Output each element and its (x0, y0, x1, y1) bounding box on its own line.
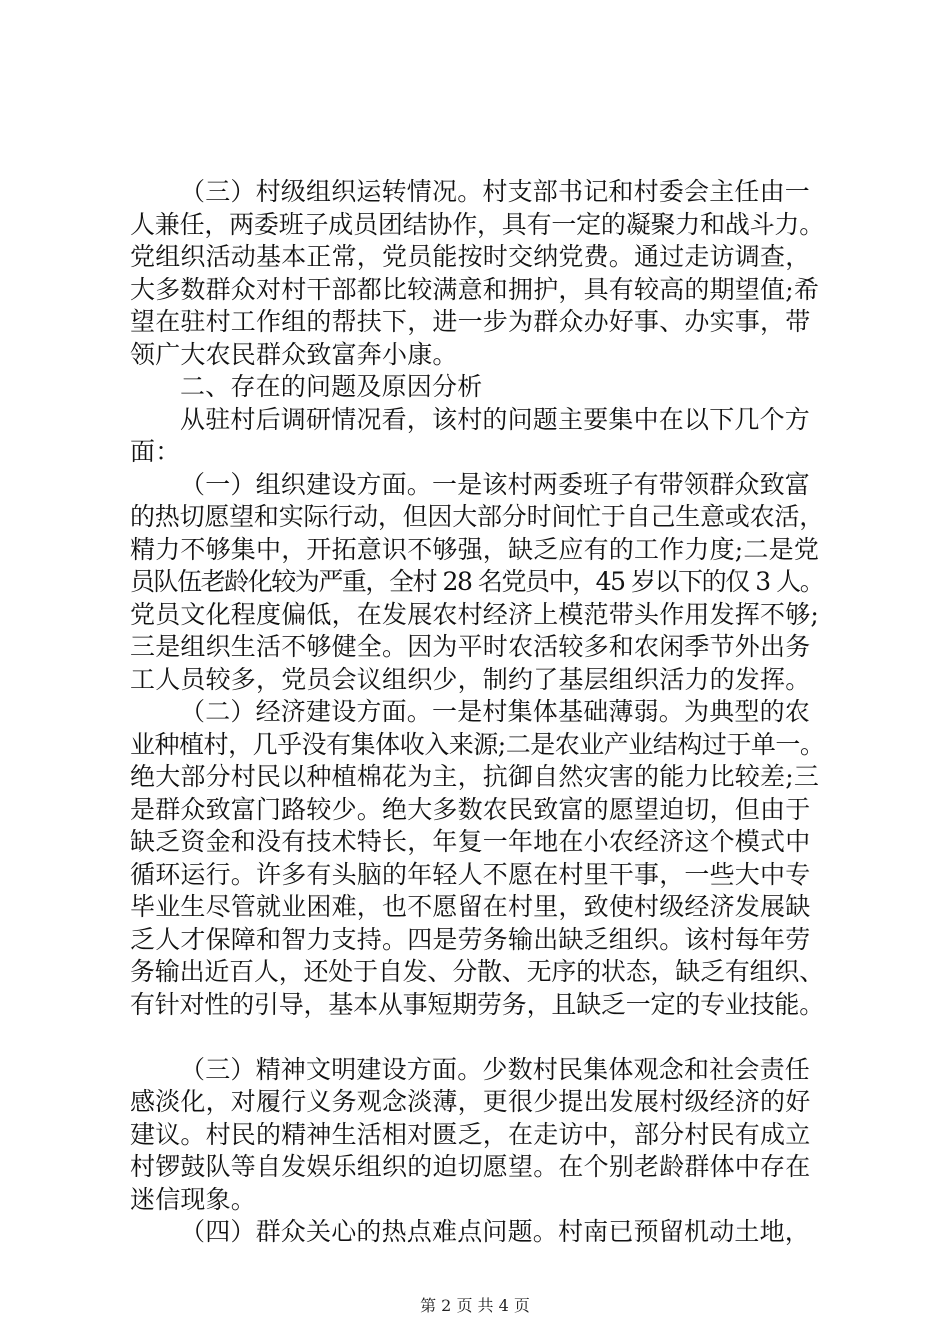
paragraph-line: （一）组织建设方面。一是该村两委班子有带领群众致富 (180, 469, 811, 499)
paragraph-line: 缺乏资金和没有技术特长，年复一年地在小农经济这个模式中 (130, 827, 811, 856)
paragraph-line: 员队伍老龄化较为严重，全村 28 名党员中，45 岁以下的仅 3 人。 (130, 567, 824, 596)
paragraph-line: 村锣鼓队等自发娱乐组织的迫切愿望。在个别老龄群体中存在 (130, 1152, 811, 1181)
paragraph-line: （四）群众关心的热点难点问题。村南已预留机动土地， (180, 1217, 811, 1246)
paragraph-line: 三是组织生活不够健全。因为平时农活较多和农闲季节外出务 (130, 632, 811, 661)
paragraph-line: （三）村级组织运转情况。村支部书记和村委会主任由一 (180, 177, 811, 206)
paragraph-line: （三）精神文明建设方面。少数村民集体观念和社会责任 (180, 1054, 811, 1084)
document-body (130, 176, 830, 1249)
paragraph-line: 面： (130, 437, 181, 466)
paragraph-line: 务输出近百人，还处于自发、分散、无序的状态，缺乏有组织、 (130, 957, 825, 986)
paragraph-line: 感淡化，对履行义务观念淡薄，更很少提出发展村级经济的好 (130, 1087, 811, 1116)
paragraph-line: 党员文化程度偏低，在发展农村经济上模范带头作用发挥不够; (130, 599, 820, 629)
paragraph-line: 乏人才保障和智力支持。四是劳务输出缺乏组织。该村每年劳 (130, 924, 811, 954)
paragraph-line: 业种植村，几乎没有集体收入来源;二是农业产业结构过于单一。 (130, 729, 825, 759)
paragraph-line: 循环运行。许多有头脑的年轻人不愿在村里干事，一些大中专 (130, 859, 811, 889)
section-heading: 二、存在的问题及原因分析 (180, 372, 483, 401)
paragraph-line: 绝大部分村民以种植棉花为主，抗御自然灾害的能力比较差;三 (130, 762, 820, 791)
paragraph-line: 的热切愿望和实际行动，但因大部分时间忙于自己生意或农活， (130, 502, 825, 531)
paragraph-line: 望在驻村工作组的帮扶下，进一步为群众办好事、办实事，带 (130, 307, 811, 336)
paragraph-line: 迷信现象。 (130, 1184, 257, 1214)
paragraph-line: 大多数群众对村干部都比较满意和拥护，具有较高的期望值;希 (130, 274, 820, 304)
page-footer: 第 2 页 共 4 页 (420, 1296, 530, 1315)
paragraph-line: 精力不够集中，开拓意识不够强，缺乏应有的工作力度;二是党 (130, 534, 820, 564)
paragraph-line: 毕业生尽管就业困难，也不愿留在村里，致使村级经济发展缺 (130, 892, 811, 921)
paragraph-line: （二）经济建设方面。一是村集体基础薄弱。为典型的农 (180, 697, 811, 726)
paragraph-spacer (130, 1021, 830, 1054)
paragraph-line: 工人员较多，党员会议组织少，制约了基层组织活力的发挥。 (130, 664, 811, 694)
paragraph-line: 从驻村后调研情况看，该村的问题主要集中在以下几个方 (180, 404, 811, 434)
paragraph-line: 领广大农民群众致富奔小康。 (130, 339, 458, 369)
paragraph-line: 党组织活动基本正常，党员能按时交纳党费。通过走访调查， (130, 242, 811, 271)
paragraph-line: 建议。村民的精神生活相对匮乏，在走访中，部分村民有成立 (130, 1119, 811, 1149)
paragraph-line: 有针对性的引导，基本从事短期劳务，且缺乏一定的专业技能。 (130, 989, 825, 1019)
paragraph-line: 人兼任，两委班子成员团结协作，具有一定的凝聚力和战斗力。 (130, 209, 825, 239)
paragraph-line: 是群众致富门路较少。绝大多数农民致富的愿望迫切，但由于 (130, 794, 811, 824)
